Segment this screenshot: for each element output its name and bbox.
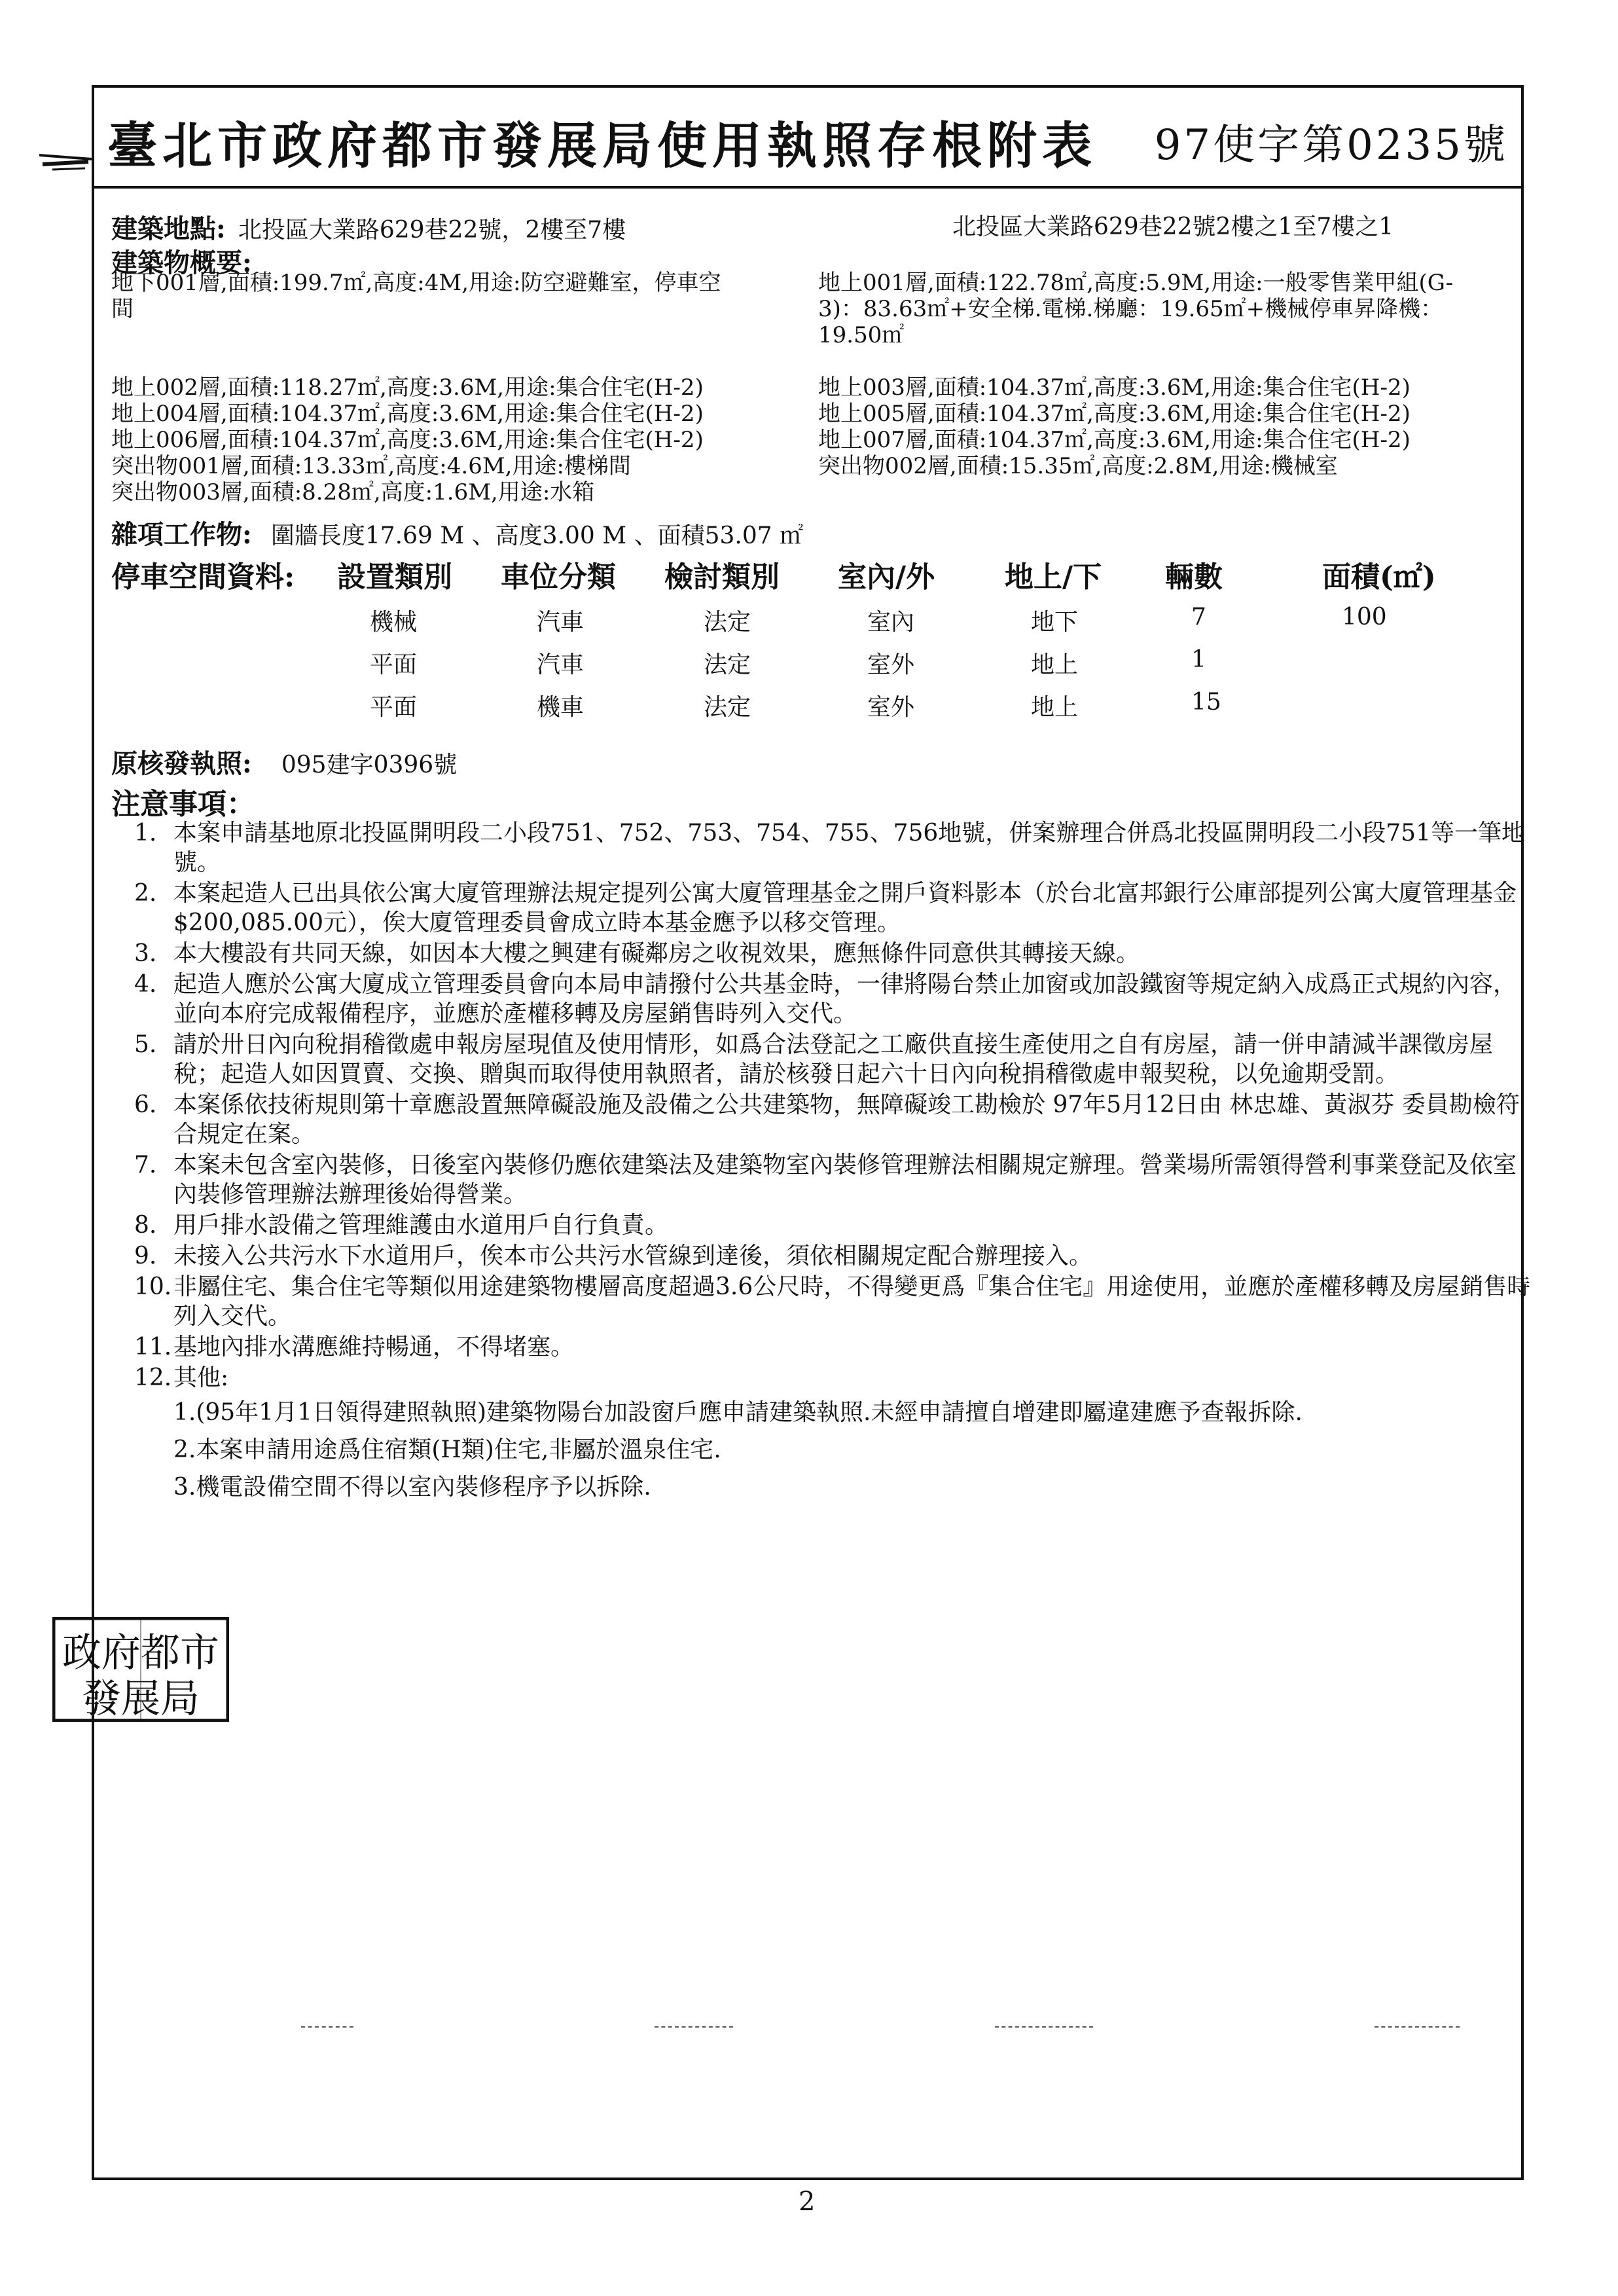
note-item <box>134 1241 1535 1271</box>
parking-header-vehicle: 車位分類 <box>501 560 616 594</box>
notes-list <box>134 818 1535 1510</box>
note-item <box>134 879 1535 938</box>
parking-cell: 室外 <box>867 651 915 678</box>
binding-mark-icon <box>39 147 92 173</box>
note-number: 11. <box>134 1334 172 1360</box>
parking-cell: 地下 <box>1031 609 1079 636</box>
floor-line: 地上001層,面積:122.78㎡,高度:5.9M,用途:一般零售業甲組(G- <box>818 270 1454 296</box>
note-item <box>134 1090 1535 1149</box>
parking-header-area: 面積(㎡) <box>1322 560 1436 594</box>
note-text: 本案起造人已出具依公寓大廈管理辦法規定提列公寓大廈管理基金之開戶資料影本（於台北富邦銀行公庫部提列公寓大廈管理基金 $200,085.00元），俟大廈管理委員會成立時本基金應予以移交管理。 <box>173 880 1517 936</box>
floor-line: 突出物001層,面積:13.33㎡,高度:4.6M,用途:樓梯間 <box>111 453 631 479</box>
misc-row <box>111 514 803 551</box>
note-sub-item: 3.機電設備空間不得以室內裝修程序予以拆除. <box>173 1474 651 1501</box>
note-item <box>134 1363 1535 1393</box>
svg-text:政府都市: 政府都市 <box>62 1630 219 1676</box>
parking-header-indoor: 室內/外 <box>838 560 935 594</box>
note-text: 起造人應於公寓大廈成立管理委員會向本局申請撥付公共基金時，一律將陽台禁止加窗或加設鐵窗等規定納入成爲正式規約內容，並向本府完成報備程序，並應於產權移轉及房屋銷售時列入交代。 <box>173 971 1517 1027</box>
floor-line: 間 <box>111 296 134 322</box>
parking-cell: 機車 <box>537 694 584 721</box>
building-label: 建築物概要: <box>111 247 252 278</box>
parking-cell: 100 <box>1342 604 1387 630</box>
note-item <box>134 1150 1535 1209</box>
floor-line: 地上005層,面積:104.37㎡,高度:3.6M,用途:集合住宅(H-2) <box>818 401 1411 427</box>
page-number: 2 <box>799 2187 816 2217</box>
note-item <box>134 939 1535 968</box>
original-permit-row <box>111 743 457 780</box>
misc-text: 圍牆長度17.69 M 、高度3.00 M 、面積53.07 ㎡ <box>270 522 804 549</box>
note-item <box>134 1211 1535 1240</box>
note-item <box>134 970 1535 1029</box>
original-permit-label: 原核發執照: <box>111 748 252 779</box>
parking-header-count: 輛數 <box>1165 560 1223 594</box>
document-title: 臺北市政府都市發展局使用執照存根附表 <box>107 117 1097 175</box>
svg-text:發展局: 發展局 <box>82 1676 200 1722</box>
parking-cell: 7 <box>1191 604 1206 630</box>
parking-cell: 室外 <box>867 694 915 721</box>
scan-artifact <box>995 2026 1093 2028</box>
parking-header-level: 地上/下 <box>1005 560 1102 594</box>
note-number: 12. <box>134 1364 172 1391</box>
building-floors-left <box>111 270 818 505</box>
note-text: 未接入公共污水下水道用戶，俟本市公共污水管線到達後，須依相關規定配合辦理接入。 <box>173 1243 1093 1269</box>
note-text: 基地內排水溝應維持暢通，不得堵塞。 <box>173 1334 575 1360</box>
floor-line: 地下001層,面積:199.7㎡,高度:4M,用途:防空避難室，停車空 <box>111 270 721 296</box>
note-text: 本案申請基地原北投區開明段二小段751、752、753、754、755、756地號，併案辦理合併爲北投區開明段二小段751等一筆地號。 <box>173 820 1525 876</box>
note-item <box>134 1030 1535 1089</box>
parking-cell: 地上 <box>1031 694 1079 721</box>
note-number: 9. <box>134 1243 157 1269</box>
permit-number: 97使字第0235號 <box>1154 121 1508 170</box>
site-row <box>111 208 626 246</box>
scan-artifact <box>1375 2026 1460 2028</box>
floor-line: 突出物002層,面積:15.35㎡,高度:2.8M,用途:機械室 <box>818 453 1338 479</box>
parking-label: 停車空間資料: <box>111 560 295 594</box>
parking-cell: 平面 <box>370 694 418 721</box>
floor-line: 地上002層,面積:118.27㎡,高度:3.6M,用途:集合住宅(H-2) <box>111 374 704 401</box>
parking-cell: 室內 <box>867 609 915 636</box>
site-label: 建築地點: <box>111 213 226 244</box>
parking-cell: 1 <box>1191 646 1206 673</box>
note-number: 7. <box>134 1152 157 1178</box>
parking-cell: 法定 <box>704 694 751 721</box>
floor-line <box>111 322 818 348</box>
note-text: 其他: <box>173 1364 229 1391</box>
floor-line: 地上007層,面積:104.37㎡,高度:3.6M,用途:集合住宅(H-2) <box>818 427 1411 453</box>
note-number: 6. <box>134 1091 157 1118</box>
title-bar <box>94 88 1521 189</box>
scan-artifact <box>655 2026 733 2028</box>
note-text: 本大樓設有共同天線，如因本大樓之興建有礙鄰房之收視效果，應無條件同意供其轉接天線。 <box>173 940 1140 967</box>
parking-cell: 汽車 <box>537 651 584 678</box>
note-item <box>134 1332 1535 1362</box>
note-item <box>134 1272 1535 1331</box>
site-address: 北投區大業路629巷22號，2樓至7樓 <box>238 217 626 244</box>
note-number: 5. <box>134 1031 157 1058</box>
floor-line: 地上004層,面積:104.37㎡,高度:3.6M,用途:集合住宅(H-2) <box>111 401 704 427</box>
parking-cell: 15 <box>1191 689 1221 716</box>
floor-line <box>818 348 1525 374</box>
original-permit-value: 095建字0396號 <box>281 752 458 778</box>
floor-line: 地上006層,面積:104.37㎡,高度:3.6M,用途:集合住宅(H-2) <box>111 427 704 453</box>
building-floors-right <box>818 270 1525 479</box>
parking-cell: 法定 <box>704 651 751 678</box>
parking-cell: 汽車 <box>537 609 584 636</box>
note-text: 本案未包含室內裝修，日後室內裝修仍應依建築法及建築物室內裝修管理辦法相關規定辦理。營業場所需領得營利事業登記及依室內裝修管理辦法辦理後始得營業。 <box>173 1152 1517 1208</box>
floor-line <box>111 348 818 374</box>
note-number: 3. <box>134 940 157 967</box>
parking-cell: 法定 <box>704 609 751 636</box>
misc-label: 雜項工作物: <box>111 519 252 550</box>
notes-label: 注意事項： <box>111 788 255 821</box>
note-text: 非屬住宅、集合住宅等類似用途建築物樓層高度超過3.6公尺時，不得變更爲『集合住宅』用途使用，並應於產權移轉及房屋銷售時列入交代。 <box>173 1273 1531 1330</box>
parking-cell: 機械 <box>370 609 418 636</box>
parking-cell: 地上 <box>1031 651 1079 678</box>
official-seal-icon <box>52 1617 229 1722</box>
note-number: 4. <box>134 971 157 998</box>
note-sub-item: 2.本案申請用途爲住宿類(H類)住宅,非屬於溫泉住宅. <box>173 1436 721 1463</box>
floor-line: 19.50㎡ <box>818 322 905 348</box>
note-number: 8. <box>134 1212 157 1239</box>
note-number: 10. <box>134 1273 172 1300</box>
note-number: 1. <box>134 820 157 847</box>
floor-line: 3)：83.63㎡+安全梯.電梯.梯廳：19.65㎡+機械停車昇降機： <box>818 296 1443 322</box>
scan-artifact <box>301 2026 353 2028</box>
parking-header-type: 設置類別 <box>337 560 452 594</box>
note-text: 請於卅日內向稅捐稽徵處申報房屋現值及使用情形，如爲合法登記之工廠供直接生產使用之自有房屋，請一併申請減半課徵房屋稅；起造人如因買賣、交換、贈與而取得使用執照者，請於核發日起六十日內向稅捐稽徵處申報契稅，以免逾期受罰。 <box>173 1031 1494 1087</box>
parking-cell: 平面 <box>370 651 418 678</box>
site-address-units: 北投區大業路629巷22號2樓之1至7樓之1 <box>952 213 1394 240</box>
note-sub-item: 1.(95年1月1日領得建照執照)建築物陽台加設窗戶應申請建築執照.未經申請擅自增建即屬違建應予查報拆除. <box>173 1399 1303 1426</box>
note-item <box>134 818 1535 877</box>
floor-line: 地上003層,面積:104.37㎡,高度:3.6M,用途:集合住宅(H-2) <box>818 374 1411 401</box>
note-number: 2. <box>134 880 157 907</box>
note-text: 本案係依技術規則第十章應設置無障礙設施及設備之公共建築物，無障礙竣工勘檢於 97年5月12日由 林忠雄、黃淑芬 委員勘檢符合規定在案。 <box>173 1091 1520 1148</box>
parking-header-review: 檢討類別 <box>664 560 780 594</box>
note-text: 用戶排水設備之管理維護由水道用戶自行負責。 <box>173 1212 669 1239</box>
floor-line: 突出物003層,面積:8.28㎡,高度:1.6M,用途:水箱 <box>111 479 595 505</box>
